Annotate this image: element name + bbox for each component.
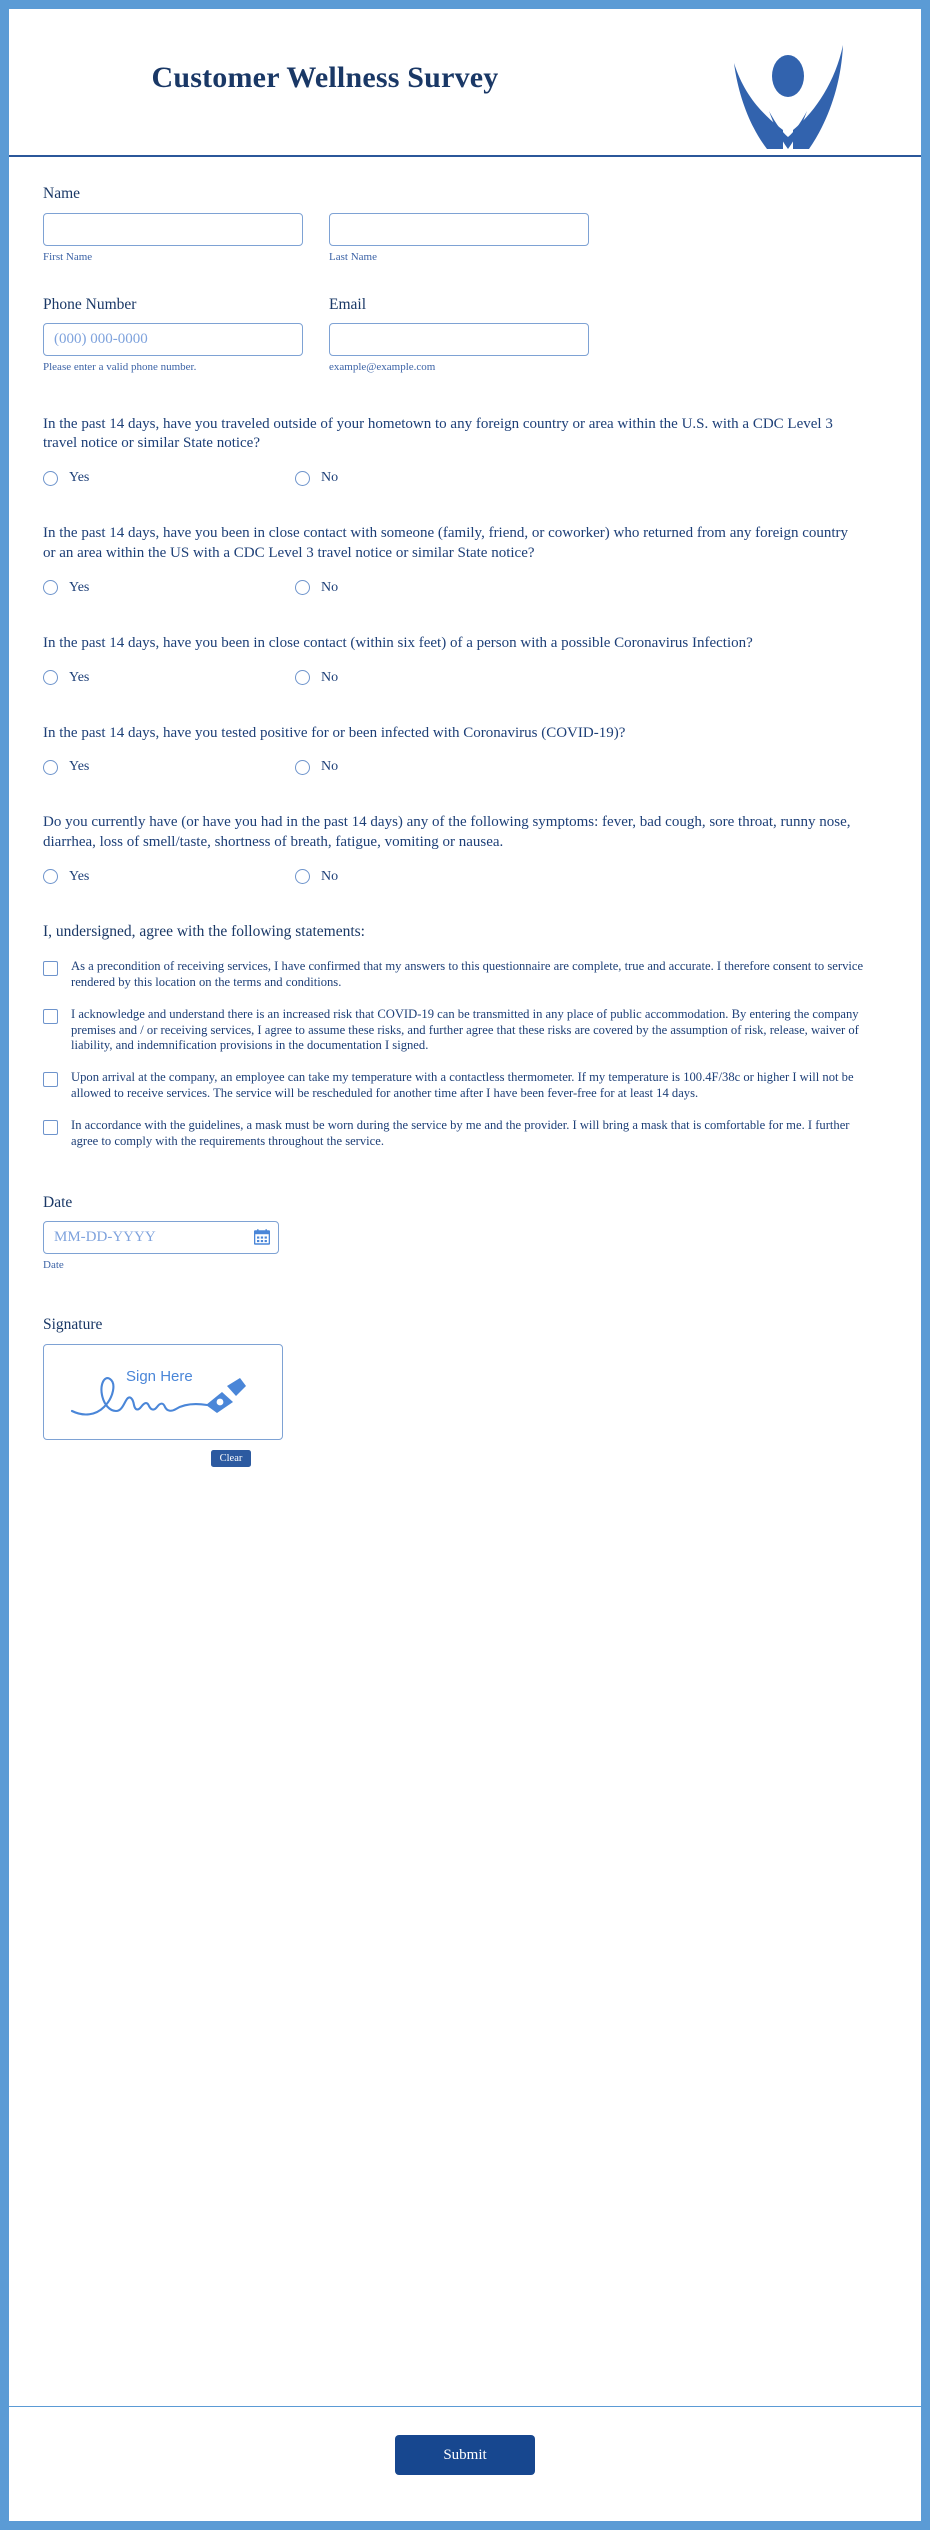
radio-label: Yes xyxy=(69,868,90,884)
radio-option-no[interactable] xyxy=(295,670,547,686)
radio-label: Yes xyxy=(69,579,90,595)
phone-input[interactable] xyxy=(43,323,303,356)
radio-circle-icon[interactable] xyxy=(43,670,58,685)
radio-option-no[interactable] xyxy=(295,470,547,486)
questions-section xyxy=(43,415,887,885)
date-input-wrap xyxy=(43,1221,279,1254)
date-label: Date xyxy=(43,1193,73,1211)
agreement-item[interactable] xyxy=(43,1070,873,1102)
first-name-input[interactable] xyxy=(43,213,303,246)
agreement-text: As a precondition of receiving services, I have confirmed that my answers to this questionnaire are complete, true and accurate. I therefore consent to service rendered by this location on the terms and conditions. xyxy=(71,958,864,989)
email-sublabel: example@example.com xyxy=(329,361,436,374)
radio-circle-icon[interactable] xyxy=(43,471,58,486)
radio-group xyxy=(43,869,887,885)
radio-group xyxy=(43,670,887,686)
radio-label: Yes xyxy=(69,759,90,775)
agreement-text: I acknowledge and understand there is an increased risk that COVID-19 can be transmitted in any place of public accommodation. By entering the company premises and / or receiving services, I agree to assume these risks, and further agree that these risks are covered by the assumption of risk, release, waiver of liability, and indemnification provisions in the documentation I signed. xyxy=(71,1006,859,1053)
radio-option-yes[interactable] xyxy=(43,580,295,596)
phone-label: Phone Number xyxy=(43,295,137,313)
radio-label: Yes xyxy=(69,470,90,486)
radio-label: Yes xyxy=(69,669,90,685)
radio-circle-icon[interactable] xyxy=(295,580,310,595)
radio-label: No xyxy=(321,669,339,685)
person-raising-arms-logo xyxy=(731,31,851,149)
form-header xyxy=(9,9,921,157)
radio-option-no[interactable] xyxy=(295,759,547,775)
radio-circle-icon[interactable] xyxy=(43,580,58,595)
checkbox-icon[interactable] xyxy=(43,1120,58,1135)
agreement-item[interactable] xyxy=(43,1007,873,1055)
svg-text:Sign Here: Sign Here xyxy=(126,1368,193,1386)
question-item xyxy=(43,524,887,596)
question-text: In the past 14 days, have you traveled outside of your hometown to any foreign country or area within the U.S. with a CDC Level 3 travel notice or similar State notice? xyxy=(43,415,833,452)
radio-circle-icon[interactable] xyxy=(43,760,58,775)
radio-circle-icon[interactable] xyxy=(295,670,310,685)
signature-label: Signature xyxy=(43,1316,103,1334)
first-name-sublabel: First Name xyxy=(43,250,93,263)
agreement-text: Upon arrival at the company, an employee can take my temperature with a contactless thermometer. If my temperature is 100.4F/38c or higher I will not be allowed to receive services. The service will be rescheduled for another time after I have been fever-free for at least 14 days. xyxy=(71,1070,854,1101)
radio-option-no[interactable] xyxy=(295,580,547,596)
radio-group xyxy=(43,580,887,596)
phone-sublabel: Please enter a valid phone number. xyxy=(43,361,197,374)
radio-option-yes[interactable] xyxy=(43,759,295,775)
radio-label: No xyxy=(321,759,339,775)
radio-option-yes[interactable] xyxy=(43,470,295,486)
radio-option-yes[interactable] xyxy=(43,670,295,686)
submit-button[interactable]: Submit xyxy=(395,2435,535,2475)
email-col xyxy=(329,296,589,375)
radio-circle-icon[interactable] xyxy=(43,869,58,884)
agreement-item[interactable] xyxy=(43,959,873,991)
question-item xyxy=(43,415,887,487)
radio-option-no[interactable] xyxy=(295,869,547,885)
signature-pad[interactable] xyxy=(43,1344,283,1440)
form-footer xyxy=(9,2406,921,2521)
date-input[interactable] xyxy=(43,1221,279,1254)
email-input[interactable] xyxy=(329,323,589,356)
radio-label: No xyxy=(321,579,339,595)
name-label: Name xyxy=(43,185,81,202)
checkbox-icon[interactable] xyxy=(43,1009,58,1024)
sign-here-hint xyxy=(70,1361,270,1427)
contact-field-group xyxy=(43,296,887,375)
last-name-col xyxy=(329,213,589,264)
radio-circle-icon[interactable] xyxy=(295,760,310,775)
question-text: In the past 14 days, have you been in close contact (within six feet) of a person with a possible Coronavirus Infection? xyxy=(43,634,753,651)
signature-field-group xyxy=(43,1316,887,1467)
clear-signature-button[interactable]: Clear xyxy=(211,1450,251,1467)
radio-circle-icon[interactable] xyxy=(295,869,310,884)
last-name-input[interactable] xyxy=(329,213,589,246)
last-name-sublabel: Last Name xyxy=(329,250,377,263)
question-item xyxy=(43,724,887,776)
agreements-section xyxy=(43,923,887,1150)
form-sheet xyxy=(9,9,921,2521)
question-text: In the past 14 days, have you been in close contact with someone (family, friend, or coworker) who returned from any foreign country or an area within the US with a CDC Level 3 travel notice or similar State notice? xyxy=(43,525,849,561)
form-body xyxy=(9,157,921,1467)
question-item xyxy=(43,634,887,686)
name-field-group xyxy=(43,185,887,264)
date-sublabel: Date xyxy=(43,1259,64,1272)
radio-label: No xyxy=(321,470,339,486)
first-name-col xyxy=(43,213,303,264)
email-label: Email xyxy=(329,295,367,313)
checkbox-icon[interactable] xyxy=(43,961,58,976)
agreements-heading: I, undersigned, agree with the following statements: xyxy=(43,922,365,940)
checkbox-icon[interactable] xyxy=(43,1072,58,1087)
question-item xyxy=(43,813,887,885)
page-title: Customer Wellness Survey xyxy=(151,61,499,94)
date-field-group xyxy=(43,1194,887,1273)
agreement-item[interactable] xyxy=(43,1118,873,1150)
question-text: Do you currently have (or have you had in the past 14 days) any of the following symptoms: fever, bad cough, sore throat, runny nose, diarrhea, loss of smell/taste, shortness of breath, fatigue, vomiting or nausea. xyxy=(43,814,851,851)
question-text: In the past 14 days, have you tested positive for or been infected with Coronavirus (COVID-19)? xyxy=(43,724,626,741)
radio-group xyxy=(43,470,887,486)
radio-group xyxy=(43,759,887,775)
calendar-icon[interactable] xyxy=(254,1229,270,1245)
radio-option-yes[interactable] xyxy=(43,869,295,885)
radio-circle-icon[interactable] xyxy=(295,471,310,486)
agreement-text: In accordance with the guidelines, a mask must be worn during the service by me and the provider. I will bring a mask that is comfortable for me. I further agree to comply with the requirements throughout the service. xyxy=(71,1117,850,1148)
phone-col xyxy=(43,296,303,375)
radio-label: No xyxy=(321,868,339,884)
